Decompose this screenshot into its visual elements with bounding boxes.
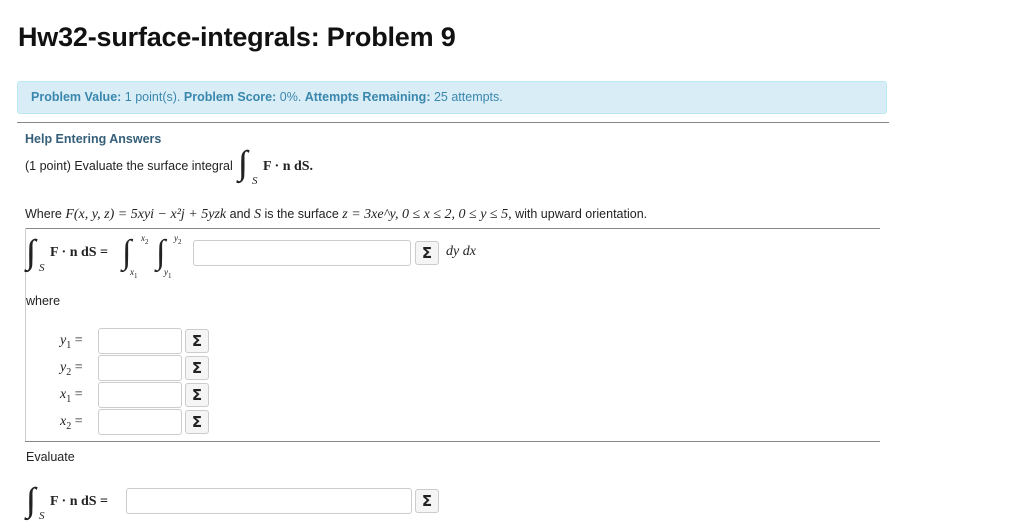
inner-lower-limit: $y_1$ — [164, 267, 172, 280]
sigma-button-final[interactable]: Σ — [415, 489, 439, 513]
sigma-button-y1[interactable]: Σ — [185, 329, 209, 353]
problem-integrand: F · n dS. — [263, 159, 314, 174]
problem-status-bar — [17, 81, 887, 114]
problem-value: 1 point(s). — [124, 90, 181, 104]
double-integral-symbol: ∫∫ — [238, 145, 239, 182]
sigma-button-integrand[interactable]: Σ — [415, 241, 439, 265]
setup-double-integral-symbol: ∫∫ — [26, 234, 27, 271]
surface-subscript: S — [252, 175, 258, 187]
inner-upper-limit: $y_2$ — [174, 233, 182, 246]
section-divider-bottom — [25, 441, 880, 442]
page-title: Hw32-surface-integrals: Problem 9 — [18, 22, 456, 52]
inner-integral-symbol: ∫ — [156, 234, 166, 271]
sigma-button-x1[interactable]: Σ — [185, 383, 209, 407]
vector-field-definition: F(x, y, z) = 5xyi − x²j + 5yzk — [65, 207, 227, 222]
final-answer-input[interactable] — [126, 488, 412, 514]
setup-lhs: F · n dS = — [50, 245, 109, 260]
final-surface-subscript: S — [39, 510, 45, 522]
problem-intro: (1 point) Evaluate the surface integral — [25, 159, 233, 173]
y1-label: $y_1$ = — [60, 333, 83, 351]
problem-score: 0%. — [279, 90, 302, 104]
problem-definition: Where F(x, y, z) = 5xyi − x²j + 5yzk and S is the surface z = 3xe^y, 0 ≤ x ≤ 2, 0 ≤ y ≤ 5, with upward orientation. — [25, 207, 648, 222]
outer-integral-symbol: ∫ — [122, 234, 132, 271]
where-label: where — [26, 294, 61, 308]
x2-label: $x_2$ = — [60, 414, 83, 432]
outer-upper-limit: $x_2$ — [141, 233, 149, 246]
outer-lower-limit: $x_1$ — [130, 267, 138, 280]
differentials: dy dx — [446, 244, 476, 259]
x1-label: $x_1$ = — [60, 387, 83, 405]
y1-input[interactable] — [98, 328, 182, 354]
attempts-remaining: 25 attempts. — [433, 90, 503, 104]
setup-surface-subscript: S — [39, 262, 45, 274]
help-entering-answers-link[interactable]: Help Entering Answers — [25, 132, 162, 146]
section-divider — [25, 228, 880, 229]
divider — [17, 122, 889, 123]
y2-label: $y_2$ = — [60, 360, 83, 378]
surface-definition: z = 3xe^y, 0 ≤ x ≤ 2, 0 ≤ y ≤ 5, — [342, 207, 512, 222]
final-double-integral-symbol: ∫∫ — [26, 482, 27, 519]
y2-input[interactable] — [98, 355, 182, 381]
final-lhs: F · n dS = — [50, 494, 109, 509]
sigma-button-y2[interactable]: Σ — [185, 356, 209, 380]
x2-input[interactable] — [98, 409, 182, 435]
attempts-remaining-label: Attempts Remaining: — [304, 90, 431, 104]
sigma-button-x2[interactable]: Σ — [185, 410, 209, 434]
problem-score-label: Problem Score: — [183, 90, 277, 104]
problem-statement — [25, 159, 233, 173]
evaluate-label: Evaluate — [26, 450, 75, 464]
problem-value-label: Problem Value: — [31, 90, 122, 104]
integrand-input[interactable] — [193, 240, 411, 266]
x1-input[interactable] — [98, 382, 182, 408]
